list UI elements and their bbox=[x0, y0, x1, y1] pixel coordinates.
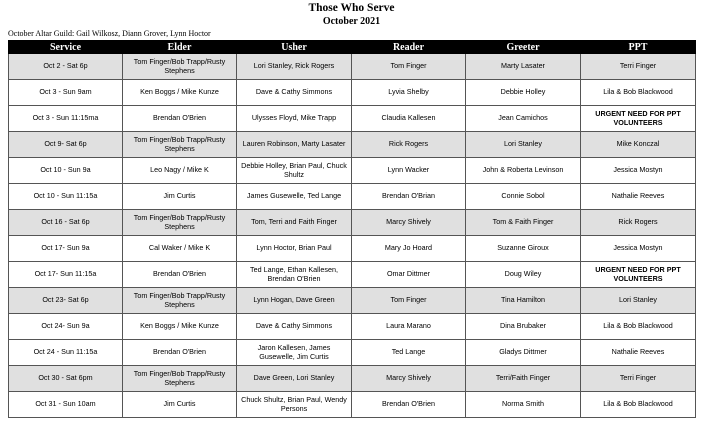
reader-cell: Mary Jo Hoard bbox=[352, 236, 466, 262]
ppt-cell: Terri Finger bbox=[581, 54, 696, 80]
reader-cell: Lyvia Shelby bbox=[352, 80, 466, 106]
greeter-cell: John & Roberta Levinson bbox=[466, 158, 581, 184]
service-cell: Oct 30 - Sat 6pm bbox=[9, 366, 123, 392]
table-row bbox=[9, 132, 696, 158]
table-row bbox=[9, 80, 696, 106]
usher-cell: Ted Lange, Ethan Kallesen, Brendan O'Brien bbox=[237, 262, 352, 288]
greeter-cell: Connie Sobol bbox=[466, 184, 581, 210]
ppt-cell: Lila & Bob Blackwood bbox=[581, 80, 696, 106]
table-row bbox=[9, 158, 696, 184]
column-header-reader: Reader bbox=[352, 41, 466, 54]
elder-cell: Cal Waker / Mike K bbox=[123, 236, 237, 262]
column-header-usher: Usher bbox=[237, 41, 352, 54]
usher-cell: Chuck Shultz, Brian Paul, Wendy Persons bbox=[237, 392, 352, 418]
schedule-table bbox=[8, 40, 696, 418]
table-row bbox=[9, 314, 696, 340]
ppt-cell: Nathalie Reeves bbox=[581, 184, 696, 210]
table-row bbox=[9, 366, 696, 392]
greeter-cell: Marty Lasater bbox=[466, 54, 581, 80]
greeter-cell: Lori Stanley bbox=[466, 132, 581, 158]
elder-cell: Brendan O'Brien bbox=[123, 340, 237, 366]
greeter-cell: Debbie Holley bbox=[466, 80, 581, 106]
service-cell: Oct 24- Sun 9a bbox=[9, 314, 123, 340]
table-row bbox=[9, 184, 696, 210]
service-cell: Oct 3 - Sun 9am bbox=[9, 80, 123, 106]
usher-cell: Ulysses Floyd, Mike Trapp bbox=[237, 106, 352, 132]
reader-cell: Marcy Shively bbox=[352, 210, 466, 236]
reader-cell: Lynn Wacker bbox=[352, 158, 466, 184]
table-row bbox=[9, 210, 696, 236]
elder-cell: Tom Finger/Bob Trapp/Rusty Stephens bbox=[123, 366, 237, 392]
table-row bbox=[9, 236, 696, 262]
table-row bbox=[9, 262, 696, 288]
service-cell: Oct 17- Sun 11:15a bbox=[9, 262, 123, 288]
usher-cell: James Gusewelle, Ted Lange bbox=[237, 184, 352, 210]
table-row bbox=[9, 340, 696, 366]
elder-cell: Tom Finger/Bob Trapp/Rusty Stephens bbox=[123, 132, 237, 158]
usher-cell: Lynn Hogan, Dave Green bbox=[237, 288, 352, 314]
service-cell: Oct 10 - Sun 11:15a bbox=[9, 184, 123, 210]
ppt-cell: Lila & Bob Blackwood bbox=[581, 314, 696, 340]
service-cell: Oct 16 - Sat 6p bbox=[9, 210, 123, 236]
greeter-cell: Gladys Dittmer bbox=[466, 340, 581, 366]
reader-cell: Omar Dittmer bbox=[352, 262, 466, 288]
usher-cell: Tom, Terri and Faith Finger bbox=[237, 210, 352, 236]
reader-cell: Rick Rogers bbox=[352, 132, 466, 158]
ppt-cell: Rick Rogers bbox=[581, 210, 696, 236]
ppt-cell: URGENT NEED FOR PPT VOLUNTEERS bbox=[581, 262, 696, 288]
usher-cell: Debbie Holley, Brian Paul, Chuck Shultz bbox=[237, 158, 352, 184]
elder-cell: Brendan O'Brien bbox=[123, 262, 237, 288]
reader-cell: Laura Marano bbox=[352, 314, 466, 340]
service-cell: Oct 17- Sun 9a bbox=[9, 236, 123, 262]
elder-cell: Tom Finger/Bob Trapp/Rusty Stephens bbox=[123, 210, 237, 236]
service-cell: Oct 3 - Sun 11:15ma bbox=[9, 106, 123, 132]
reader-cell: Tom Finger bbox=[352, 288, 466, 314]
greeter-cell: Norma Smith bbox=[466, 392, 581, 418]
usher-cell: Lauren Robinson, Marty Lasater bbox=[237, 132, 352, 158]
greeter-cell: Jean Camichos bbox=[466, 106, 581, 132]
elder-cell: Tom Finger/Bob Trapp/Rusty Stephens bbox=[123, 54, 237, 80]
page-title: Those Who Serve bbox=[308, 2, 395, 14]
reader-cell: Marcy Shively bbox=[352, 366, 466, 392]
table-row bbox=[9, 106, 696, 132]
reader-cell: Ted Lange bbox=[352, 340, 466, 366]
greeter-cell: Suzanne Giroux bbox=[466, 236, 581, 262]
reader-cell: Brendan O'Brien bbox=[352, 392, 466, 418]
table-row bbox=[9, 392, 696, 418]
usher-cell: Dave & Cathy Simmons bbox=[237, 80, 352, 106]
elder-cell: Jim Curtis bbox=[123, 184, 237, 210]
reader-cell: Claudia Kallesen bbox=[352, 106, 466, 132]
elder-cell: Jim Curtis bbox=[123, 392, 237, 418]
usher-cell: Lynn Hoctor, Brian Paul bbox=[237, 236, 352, 262]
table-header-row bbox=[9, 41, 696, 54]
ppt-cell: URGENT NEED FOR PPT VOLUNTEERS bbox=[581, 106, 696, 132]
service-cell: Oct 2 - Sat 6p bbox=[9, 54, 123, 80]
greeter-cell: Doug Wiley bbox=[466, 262, 581, 288]
service-cell: Oct 10 - Sun 9a bbox=[9, 158, 123, 184]
service-cell: Oct 9- Sat 6p bbox=[9, 132, 123, 158]
ppt-cell: Mike Konczal bbox=[581, 132, 696, 158]
service-cell: Oct 23- Sat 6p bbox=[9, 288, 123, 314]
page-subtitle: October 2021 bbox=[322, 16, 381, 27]
ppt-cell: Lila & Bob Blackwood bbox=[581, 392, 696, 418]
ppt-cell: Jessica Mostyn bbox=[581, 236, 696, 262]
reader-cell: Tom Finger bbox=[352, 54, 466, 80]
usher-cell: Jaron Kallesen, James Gusewelle, Jim Curtis bbox=[237, 340, 352, 366]
column-header-elder: Elder bbox=[123, 41, 237, 54]
ppt-cell: Terri Finger bbox=[581, 366, 696, 392]
greeter-cell: Tina Hamilton bbox=[466, 288, 581, 314]
elder-cell: Brendan O'Brien bbox=[123, 106, 237, 132]
elder-cell: Leo Nagy / Mike K bbox=[123, 158, 237, 184]
greeter-cell: Dina Brubaker bbox=[466, 314, 581, 340]
schedule-table-body bbox=[9, 54, 696, 418]
elder-cell: Ken Boggs / Mike Kunze bbox=[123, 80, 237, 106]
column-header-ppt: PPT bbox=[581, 41, 696, 54]
altar-guild-note: October Altar Guild: Gail Wilkosz, Diann Grover, Lynn Hoctor bbox=[8, 29, 211, 38]
reader-cell: Brendan O'Brian bbox=[352, 184, 466, 210]
ppt-cell: Nathalie Reeves bbox=[581, 340, 696, 366]
elder-cell: Tom Finger/Bob Trapp/Rusty Stephens bbox=[123, 288, 237, 314]
elder-cell: Ken Boggs / Mike Kunze bbox=[123, 314, 237, 340]
table-row bbox=[9, 54, 696, 80]
column-header-greeter: Greeter bbox=[466, 41, 581, 54]
usher-cell: Dave & Cathy Simmons bbox=[237, 314, 352, 340]
service-cell: Oct 31 - Sun 10am bbox=[9, 392, 123, 418]
greeter-cell: Terri/Faith Finger bbox=[466, 366, 581, 392]
greeter-cell: Tom & Faith Finger bbox=[466, 210, 581, 236]
column-header-service: Service bbox=[9, 41, 123, 54]
service-cell: Oct 24 - Sun 11:15a bbox=[9, 340, 123, 366]
usher-cell: Lori Stanley, Rick Rogers bbox=[237, 54, 352, 80]
ppt-cell: Lori Stanley bbox=[581, 288, 696, 314]
table-row bbox=[9, 288, 696, 314]
ppt-cell: Jessica Mostyn bbox=[581, 158, 696, 184]
usher-cell: Dave Green, Lori Stanley bbox=[237, 366, 352, 392]
